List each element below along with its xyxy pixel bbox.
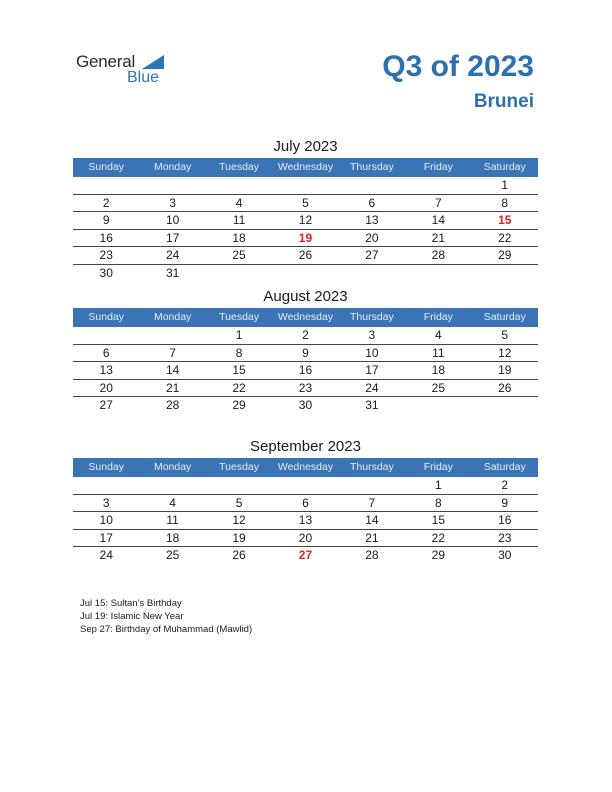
day-cell: 23 <box>99 248 113 262</box>
weekday-label: Tuesday <box>219 461 259 473</box>
day-cell: 13 <box>365 213 379 227</box>
week-row <box>73 177 538 195</box>
weekday-label: Saturday <box>483 461 526 473</box>
day-cell: 27 <box>298 548 313 562</box>
day-cell: 23 <box>298 380 313 395</box>
weekday-label: Saturday <box>483 311 526 323</box>
day-cell: 1 <box>235 328 243 342</box>
day-cell: 7 <box>169 345 176 360</box>
day-cell: 3 <box>169 195 176 210</box>
day-cell: 26 <box>232 548 246 562</box>
month-september <box>73 436 538 565</box>
day-cell: 10 <box>365 345 379 360</box>
week-row <box>73 530 538 548</box>
holiday-note: Jul 19: Islamic New Year <box>80 611 184 622</box>
day-cell: 15 <box>431 513 445 527</box>
day-cell: 24 <box>365 380 379 395</box>
day-cell: 11 <box>432 345 445 360</box>
week-row <box>73 477 538 495</box>
month-title: August 2023 <box>263 288 348 305</box>
week-row <box>73 230 538 248</box>
day-cell <box>339 177 405 194</box>
holiday-notes <box>80 597 252 636</box>
day-cell: 14 <box>365 513 379 527</box>
day-cell: 6 <box>368 195 376 210</box>
weekday-header-row <box>73 158 538 177</box>
day-cell <box>339 477 405 494</box>
day-cell: 1 <box>434 478 442 492</box>
day-cell <box>405 177 471 194</box>
day-cell: 20 <box>298 530 313 545</box>
day-cell: 30 <box>99 265 113 280</box>
day-cell: 15 <box>498 213 512 227</box>
day-cell: 20 <box>99 380 113 395</box>
day-cell: 12 <box>298 213 313 227</box>
day-cell: 23 <box>498 530 512 545</box>
day-cell: 28 <box>365 548 379 562</box>
day-cell: 7 <box>368 495 376 510</box>
day-cell: 16 <box>298 363 313 377</box>
day-cell: 2 <box>302 328 309 342</box>
weekday-label: Sunday <box>88 161 125 173</box>
day-cell: 29 <box>431 548 445 562</box>
day-cell: 21 <box>431 230 445 245</box>
day-cell <box>139 477 205 494</box>
day-cell: 21 <box>165 380 180 395</box>
day-cell <box>139 177 205 194</box>
week-row <box>73 397 538 415</box>
day-cell: 27 <box>365 248 379 262</box>
day-cell: 2 <box>102 195 110 210</box>
day-cell: 22 <box>431 530 445 545</box>
day-cell: 16 <box>99 230 113 245</box>
weekday-label: Wednesday <box>277 161 334 173</box>
day-cell: 27 <box>99 398 113 412</box>
week-row <box>73 327 538 345</box>
day-cell: 22 <box>232 380 246 395</box>
day-cell: 31 <box>165 265 180 280</box>
week-row <box>73 495 538 513</box>
day-cell: 3 <box>102 495 110 510</box>
weekday-label: Thursday <box>350 311 394 323</box>
day-cell <box>472 397 538 415</box>
day-cell: 4 <box>434 328 442 342</box>
weekday-header-row <box>73 458 538 477</box>
day-cell: 11 <box>232 213 246 227</box>
day-cell: 19 <box>298 230 313 245</box>
day-cell <box>206 177 272 194</box>
logo-triangle-icon <box>142 55 164 69</box>
day-cell: 9 <box>302 345 309 360</box>
day-cell <box>73 477 139 494</box>
day-cell <box>73 327 139 344</box>
day-cell: 22 <box>498 230 512 245</box>
day-cell: 1 <box>501 178 509 192</box>
day-cell: 31 <box>365 398 379 412</box>
day-cell: 18 <box>431 363 445 377</box>
day-cell: 24 <box>165 248 180 262</box>
day-cell: 4 <box>169 495 176 510</box>
day-cell <box>472 265 538 283</box>
day-cell: 5 <box>235 495 243 510</box>
day-cell: 25 <box>232 248 246 262</box>
country-name: Brunei <box>473 91 534 112</box>
day-cell: 6 <box>102 345 110 360</box>
day-cell <box>272 177 338 194</box>
day-cell: 21 <box>365 530 379 545</box>
day-cell: 8 <box>235 345 243 360</box>
day-cell: 19 <box>232 530 246 545</box>
weekday-label: Friday <box>423 161 453 173</box>
weekday-label: Friday <box>423 461 453 473</box>
day-cell: 30 <box>298 398 313 412</box>
day-cell: 9 <box>102 213 110 227</box>
day-cell: 29 <box>232 398 246 412</box>
day-cell: 18 <box>232 230 246 245</box>
weekday-label: Monday <box>153 161 192 173</box>
day-cell: 5 <box>302 195 309 210</box>
week-row <box>73 547 538 565</box>
day-cell: 15 <box>232 363 246 377</box>
week-row <box>73 265 538 283</box>
month-august <box>73 286 538 415</box>
weekday-label: Sunday <box>88 461 125 473</box>
day-cell: 29 <box>498 248 512 262</box>
day-cell: 10 <box>99 513 113 527</box>
day-cell: 7 <box>434 195 442 210</box>
day-cell <box>206 265 272 283</box>
day-cell <box>272 265 338 283</box>
day-cell: 3 <box>368 328 376 342</box>
logo <box>76 52 176 88</box>
day-cell: 14 <box>165 363 180 377</box>
day-cell: 25 <box>431 380 445 395</box>
day-cell: 6 <box>302 495 309 510</box>
day-cell: 17 <box>165 230 180 245</box>
page-title: Q3 of 2023 <box>382 50 534 83</box>
day-cell: 8 <box>434 495 442 510</box>
day-cell: 2 <box>501 478 509 492</box>
weekday-label: Tuesday <box>219 311 259 323</box>
day-cell: 12 <box>232 513 246 527</box>
day-cell: 13 <box>298 513 313 527</box>
day-cell: 26 <box>298 248 313 262</box>
day-cell: 5 <box>501 328 509 342</box>
day-cell <box>405 397 471 415</box>
weekday-label: Monday <box>153 311 192 323</box>
weekday-label: Thursday <box>350 161 394 173</box>
day-cell: 4 <box>235 195 243 210</box>
weekday-label: Sunday <box>88 311 125 323</box>
month-title: September 2023 <box>250 438 361 455</box>
day-cell: 19 <box>498 363 512 377</box>
day-cell: 17 <box>99 530 113 545</box>
day-cell: 14 <box>431 213 445 227</box>
day-cell: 24 <box>99 548 113 562</box>
weekday-label: Friday <box>423 311 453 323</box>
weekday-label: Saturday <box>483 161 526 173</box>
day-cell: 11 <box>166 513 179 527</box>
day-cell: 25 <box>165 548 180 562</box>
day-cell <box>206 477 272 494</box>
week-row <box>73 195 538 213</box>
day-cell: 8 <box>501 195 509 210</box>
weekday-header-row <box>73 308 538 327</box>
month-july <box>73 136 538 282</box>
day-cell: 17 <box>365 363 379 377</box>
day-cell: 18 <box>165 530 180 545</box>
holiday-note: Jul 15: Sultan’s Birthday <box>80 598 182 609</box>
day-cell: 30 <box>498 548 512 562</box>
day-cell <box>405 265 471 283</box>
day-cell: 26 <box>498 380 512 395</box>
day-cell: 28 <box>165 398 180 412</box>
week-row <box>73 512 538 530</box>
week-row <box>73 247 538 265</box>
day-cell: 13 <box>99 363 113 377</box>
holiday-note: Sep 27: Birthday of Muhammad (Mawlid) <box>80 624 253 635</box>
week-row <box>73 380 538 398</box>
month-title: July 2023 <box>273 138 338 155</box>
day-cell: 12 <box>498 345 512 360</box>
day-cell: 10 <box>165 213 180 227</box>
day-cell: 16 <box>498 513 512 527</box>
week-row <box>73 362 538 380</box>
weekday-label: Tuesday <box>219 161 259 173</box>
week-row <box>73 345 538 363</box>
weekday-label: Wednesday <box>277 461 334 473</box>
weekday-label: Wednesday <box>277 311 334 323</box>
logo-blue-text: Blue <box>127 69 160 86</box>
day-cell <box>339 265 405 283</box>
week-row <box>73 212 538 230</box>
weekday-label: Monday <box>153 461 192 473</box>
logo-general-text: General <box>76 52 136 71</box>
day-cell <box>272 477 338 494</box>
day-cell: 28 <box>431 248 445 262</box>
day-cell <box>73 177 139 194</box>
day-cell <box>139 327 205 344</box>
weekday-label: Thursday <box>350 461 394 473</box>
day-cell: 9 <box>501 495 509 510</box>
day-cell: 20 <box>365 230 379 245</box>
